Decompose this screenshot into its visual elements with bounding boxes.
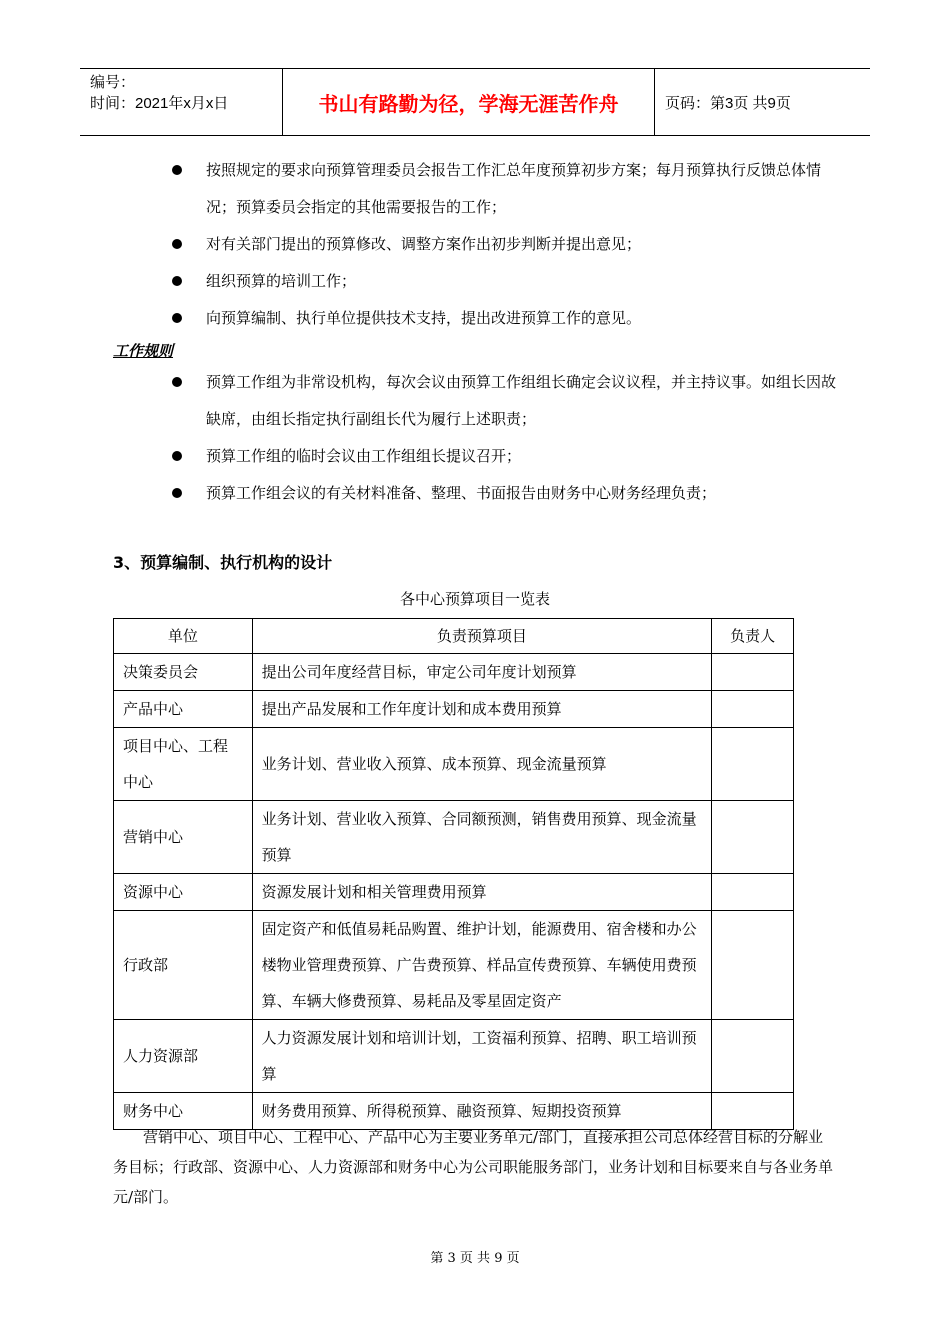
table-row	[114, 874, 794, 911]
cell-unit: 财务中心	[114, 1093, 253, 1130]
list-item	[168, 364, 848, 438]
cell-items: 业务计划、营业收入预算、合同额预测，销售费用预算、现金流量预算	[252, 801, 712, 874]
list-item	[168, 226, 848, 263]
cell-items: 提出产品发展和工作年度计划和成本费用预算	[252, 691, 712, 728]
header-meta	[80, 69, 282, 135]
cell-items: 资源发展计划和相关管理费用预算	[252, 874, 712, 911]
cell-owner	[712, 911, 794, 1020]
cell-owner	[712, 801, 794, 874]
cell-unit: 项目中心、工程中心	[114, 728, 253, 801]
list-item	[168, 438, 848, 475]
table-row	[114, 728, 794, 801]
bullet-icon	[172, 377, 182, 387]
table-caption: 各中心预算项目一览表	[399, 590, 550, 608]
bullet-icon	[172, 313, 182, 323]
list-item-text: 按照规定的要求向预算管理委员会报告工作汇总年度预算初步方案；每月预算执行反馈总体情况；预算委员会指定的其他需要报告的工作；	[206, 161, 822, 216]
table-row	[114, 801, 794, 874]
rules-heading: 工作规则	[113, 342, 174, 360]
cell-items: 财务费用预算、所得税预算、融资预算、短期投资预算	[252, 1093, 712, 1130]
document-number-label: 编号：	[90, 74, 136, 91]
bullet-icon	[172, 276, 182, 286]
bullet-icon	[172, 239, 182, 249]
list-item	[168, 152, 848, 226]
section-title: 3、预算编制、执行机构的设计	[113, 553, 333, 572]
bullet-icon	[172, 451, 182, 461]
cell-unit: 决策委员会	[114, 654, 253, 691]
bullet-icon	[172, 165, 182, 175]
cell-unit: 营销中心	[114, 801, 253, 874]
cell-items: 人力资源发展计划和培训计划，工资福利预算、招聘、职工培训预算	[252, 1020, 712, 1093]
cell-owner	[712, 728, 794, 801]
header-page-number: 页码：第3页 共9页	[665, 94, 791, 112]
table-row	[114, 911, 794, 1020]
list-item-text: 组织预算的培训工作；	[206, 272, 357, 290]
header-motto: 书山有路勤为径，学海无涯苦作舟	[282, 69, 655, 135]
cell-items: 提出公司年度经营目标，审定公司年度计划预算	[252, 654, 712, 691]
list-item-text: 预算工作组为非常设机构，每次会议由预算工作组组长确定会议议程，并主持议事。如组长因故缺席，由组长指定执行副组长代为履行上述职责；	[206, 373, 837, 428]
list-item-text: 对有关部门提出的预算修改、调整方案作出初步判断并提出意见；	[206, 235, 642, 253]
cell-unit: 人力资源部	[114, 1020, 253, 1093]
bullet-icon	[172, 488, 182, 498]
cell-unit: 行政部	[114, 911, 253, 1020]
list-item-text: 预算工作组的临时会议由工作组组长提议召开；	[206, 447, 522, 465]
cell-unit: 产品中心	[114, 691, 253, 728]
summary-paragraph: 营销中心、项目中心、工程中心、产品中心为主要业务单元/部门，直接承担公司总体经营目标的分解业务目标；行政部、资源中心、人力资源部和财务中心为公司职能服务部门，业务计划和目标要来自与各业务单元/部门。	[113, 1128, 834, 1206]
list-item	[168, 263, 848, 300]
page-footer: 第 3 页 共 9 页	[430, 1251, 520, 1266]
cell-items: 业务计划、营业收入预算、成本预算、现金流量预算	[252, 728, 712, 801]
table-row	[114, 1020, 794, 1093]
cell-owner	[712, 874, 794, 911]
table-row	[114, 654, 794, 691]
list-item	[168, 300, 848, 337]
cell-items: 固定资产和低值易耗品购置、维护计划，能源费用、宿舍楼和办公楼物业管理费预算、广告费预算、样品宣传费预算、车辆使用费预算、车辆大修费预算、易耗品及零星固定资产	[252, 911, 712, 1020]
cell-unit: 资源中心	[114, 874, 253, 911]
list-item-text: 向预算编制、执行单位提供技术支持，提出改进预算工作的意见。	[206, 309, 642, 327]
list-item	[168, 475, 848, 512]
cell-owner	[712, 691, 794, 728]
table-row	[114, 691, 794, 728]
column-header-items: 负责预算项目	[252, 619, 712, 654]
cell-owner	[712, 1020, 794, 1093]
list-item-text: 预算工作组会议的有关材料准备、整理、书面报告由财务中心财务经理负责；	[206, 484, 717, 502]
document-date-label: 时间：2021年x月x日	[90, 95, 229, 112]
table-header-row	[114, 619, 794, 654]
page-header	[80, 68, 870, 136]
duties-list	[168, 152, 848, 337]
cell-owner	[712, 654, 794, 691]
column-header-unit: 单位	[114, 619, 253, 654]
column-header-owner: 负责人	[712, 619, 794, 654]
rules-list	[168, 364, 848, 512]
budget-items-table	[113, 618, 794, 1130]
